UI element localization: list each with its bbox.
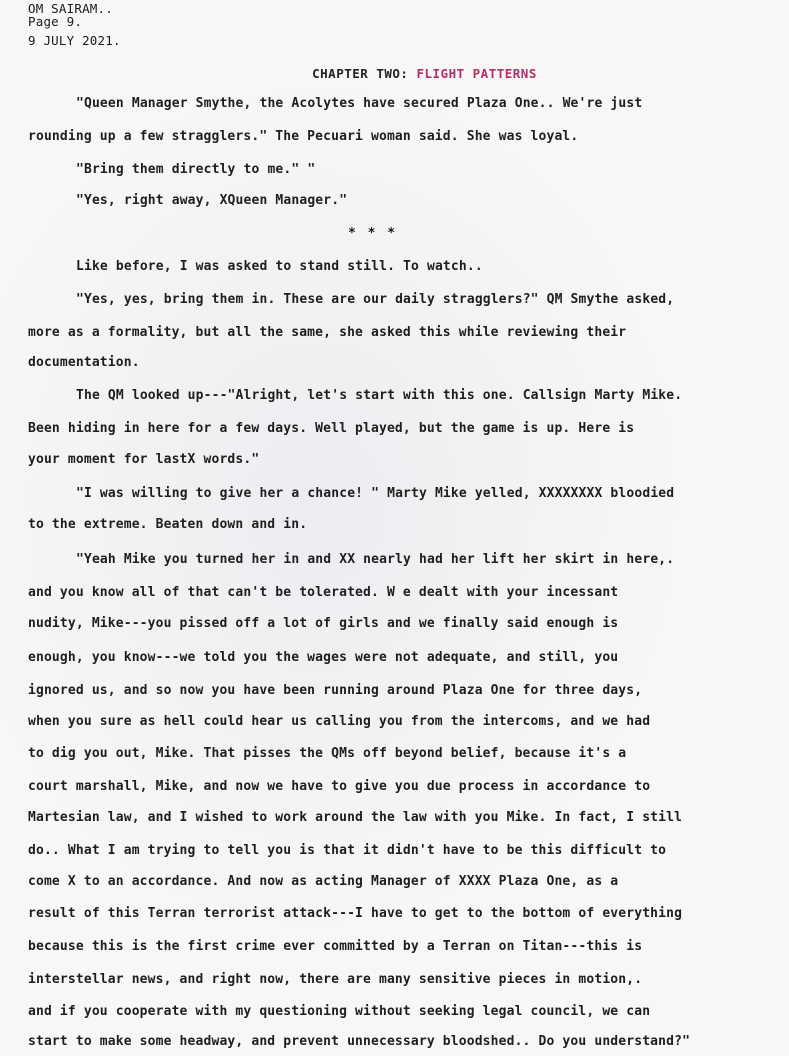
- text-line: Like before, I was asked to stand still. To watch..: [76, 259, 483, 274]
- chapter-title: [0, 66, 789, 81]
- text-line: Been hiding in here for a few days. Well played, but the game is up. Here is: [28, 421, 635, 436]
- text-line: "Bring them directly to me." ": [76, 162, 316, 177]
- text-line: enough, you know---we told you the wages were not adequate, and still, you: [28, 650, 619, 665]
- text-line: "Yes, right away, XQueen Manager.": [76, 193, 348, 208]
- text-line: ignored us, and so now you have been running around Plaza One for three days,: [28, 683, 643, 698]
- text-line: to the extreme. Beaten down and in.: [28, 517, 308, 532]
- text-line: interstellar news, and right now, there are many sensitive pieces in motion,.: [28, 972, 643, 987]
- text-line: more as a formality, but all the same, she asked this while reviewing their: [28, 325, 627, 340]
- text-line: when you sure as hell could hear us calling you from the intercoms, and we had: [28, 714, 651, 729]
- page-number: Page 9.: [28, 14, 83, 29]
- text-line: result of this Terran terrorist attack---I have to get to the bottom of everything: [28, 906, 683, 921]
- text-line: "Queen Manager Smythe, the Acolytes have secured Plaza One.. We're just: [76, 96, 643, 111]
- text-line: come X to an accordance. And now as acting Manager of XXXX Plaza One, as a: [28, 874, 619, 889]
- text-line: court marshall, Mike, and now we have to give you due process in accordance to: [28, 779, 651, 794]
- text-line: your moment for lastX words.": [28, 452, 260, 467]
- text-line: "I was willing to give her a chance! " Marty Mike yelled, XXXXXXXX bloodied: [76, 486, 675, 501]
- text-line: nudity, Mike---you pissed off a lot of girls and we finally said enough is: [28, 616, 619, 631]
- text-line: do.. What I am trying to tell you is that it didn't have to be this difficult to: [28, 843, 667, 858]
- date-line: 9 JULY 2021.: [28, 33, 121, 48]
- text-line: documentation.: [28, 355, 140, 370]
- text-line: because this is the first crime ever committed by a Terran on Titan---this is: [28, 939, 643, 954]
- text-line: The QM looked up---"Alright, let's start with this one. Callsign Marty Mike.: [76, 388, 683, 403]
- text-line: to dig you out, Mike. That pisses the QMs off beyond belief, because it's a: [28, 746, 627, 761]
- text-line: and if you cooperate with my questioning without seeking legal council, we can: [28, 1004, 651, 1019]
- text-line: start to make some headway, and prevent unnecessary bloodshed.. Do you understand?": [28, 1034, 691, 1049]
- text-line: Martesian law, and I wished to work around the law with you Mike. In fact, I still: [28, 810, 683, 825]
- text-line: and you know all of that can't be tolerated. W e dealt with your incessant: [28, 585, 619, 600]
- author-line: OM SAIRAM..: [28, 1, 113, 16]
- scene-separator: * * *: [348, 226, 398, 241]
- chapter-name: FLIGHT PATTERNS: [416, 66, 537, 81]
- text-line: "Yeah Mike you turned her in and XX nearly had her lift her skirt in here,.: [76, 552, 675, 567]
- text-line: rounding up a few stragglers." The Pecuari woman said. She was loyal.: [28, 129, 579, 144]
- chapter-label: CHAPTER TWO:: [312, 66, 409, 81]
- text-line: "Yes, yes, bring them in. These are our daily stragglers?" QM Smythe asked,: [76, 292, 675, 307]
